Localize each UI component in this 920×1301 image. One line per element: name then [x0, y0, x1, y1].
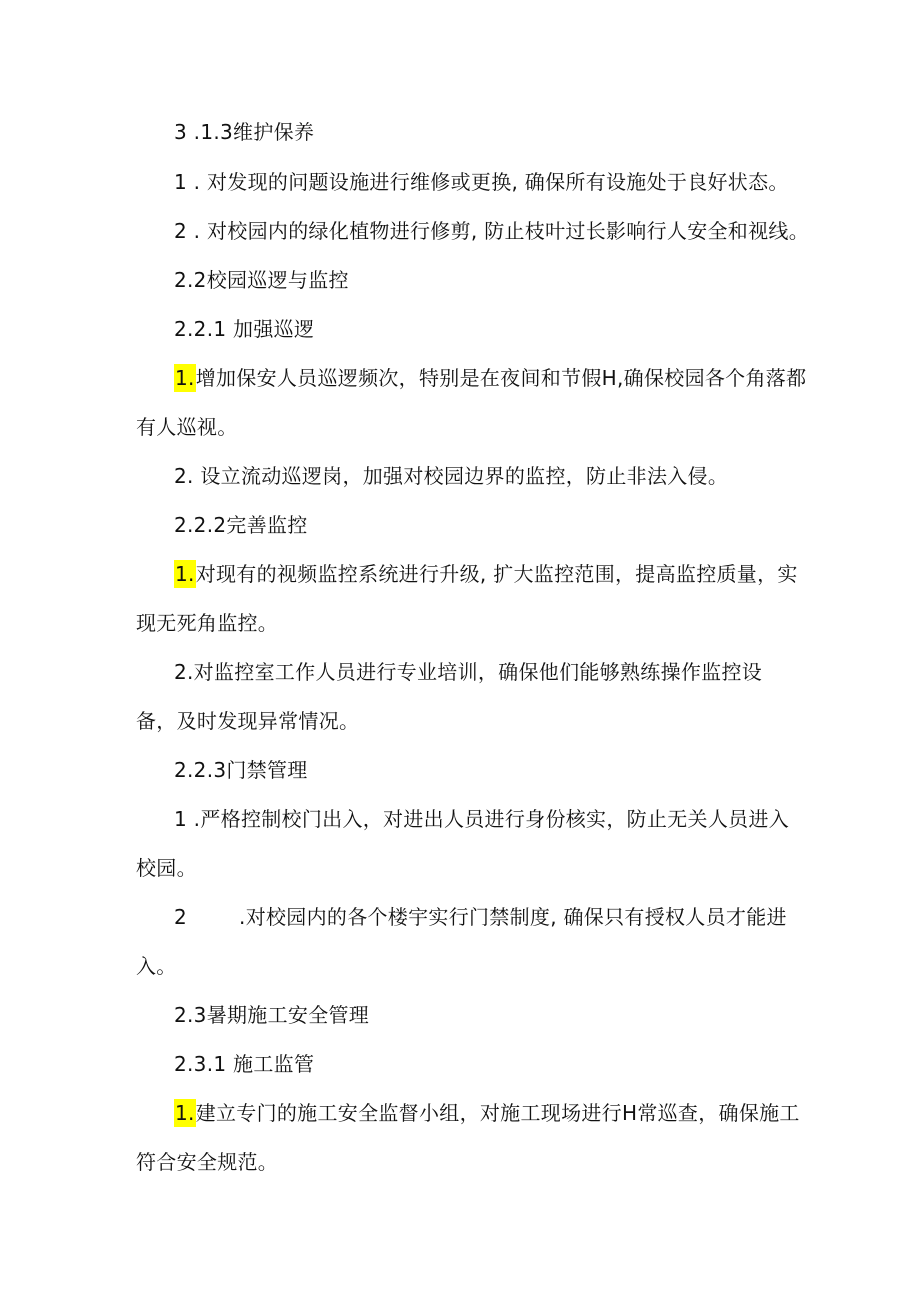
paragraph-text: .对校园内的各个楼宇实行门禁制度, 确保只有授权人员才能进 [239, 905, 787, 929]
heading-text: 2.2.3门禁管理 [174, 758, 308, 782]
paragraph-text: 备，及时发现异常情况。 [136, 709, 360, 733]
heading-text: 2.3暑期施工安全管理 [174, 1003, 370, 1027]
paragraph-text: 1 . 对发现的问题设施进行维修或更换, 确保所有设施处于良好状态。 [174, 170, 789, 194]
paragraph-text: 现无死角监控。 [136, 611, 279, 635]
highlight-marker: 1. [175, 562, 195, 586]
paragraph-text: 2.对监控室工作人员进行专业培训，确保他们能够熟练操作监控设 [174, 660, 763, 684]
paragraph-line [136, 854, 197, 882]
paragraph-line [174, 364, 806, 392]
paragraph-line [174, 805, 789, 833]
heading-text: 2.2校园巡逻与监控 [174, 268, 349, 292]
heading-text: 2.3.1 施工监管 [174, 1052, 315, 1076]
heading-text: 2.2.2完善监控 [174, 513, 308, 537]
item-number: 2 [174, 905, 188, 929]
paragraph-line [174, 462, 728, 490]
heading-text: 2.2.1 加强巡逻 [174, 317, 315, 341]
paragraph-line [136, 609, 278, 637]
section-heading-2-2 [174, 266, 349, 294]
paragraph-line [136, 707, 359, 735]
paragraph-text: 2. 设立流动巡逻岗，加强对校园边界的监控，防止非法入侵。 [174, 464, 729, 488]
paragraph-text: 校园。 [136, 856, 197, 880]
paragraph-text: 对现有的视频监控系统进行升级, 扩大监控范围，提高监控质量，实 [195, 562, 798, 586]
paragraph-line [174, 168, 789, 196]
paragraph-line [174, 217, 809, 245]
paragraph-line [174, 1099, 800, 1127]
highlight-marker: 1. [175, 366, 195, 390]
paragraph-line [174, 903, 787, 931]
paragraph-line [174, 658, 762, 686]
subheading-2-3-1 [174, 1050, 314, 1078]
heading-1-3 [174, 118, 314, 146]
subheading-2-2-1 [174, 315, 314, 343]
paragraph-text: 增加保安人员巡逻频次，特别是在夜间和节假H,确保校园各个角落都 [195, 366, 807, 390]
paragraph-text: 有人巡视。 [136, 415, 238, 439]
highlight-marker: 1. [175, 1101, 195, 1125]
paragraph-text: 入。 [136, 954, 177, 978]
paragraph-line [136, 413, 238, 441]
paragraph-text: 建立专门的施工安全监督小组，对施工现场进行H常巡查，确保施工 [195, 1101, 800, 1125]
section-heading-2-3 [174, 1001, 369, 1029]
heading-text: 3 .1.3维护保养 [174, 120, 315, 144]
subheading-2-2-3 [174, 756, 308, 784]
paragraph-text: 符合安全规范。 [136, 1150, 279, 1174]
paragraph-line [136, 1148, 278, 1176]
paragraph-text: 1 .严格控制校门出入，对进出人员进行身份核实，防止无关人员进入 [174, 807, 790, 831]
paragraph-text: 2 . 对校园内的绿化植物进行修剪, 防止枝叶过长影响行人安全和视线。 [174, 219, 810, 243]
paragraph-line [136, 952, 177, 980]
subheading-2-2-2 [174, 511, 308, 539]
paragraph-line [174, 560, 798, 588]
